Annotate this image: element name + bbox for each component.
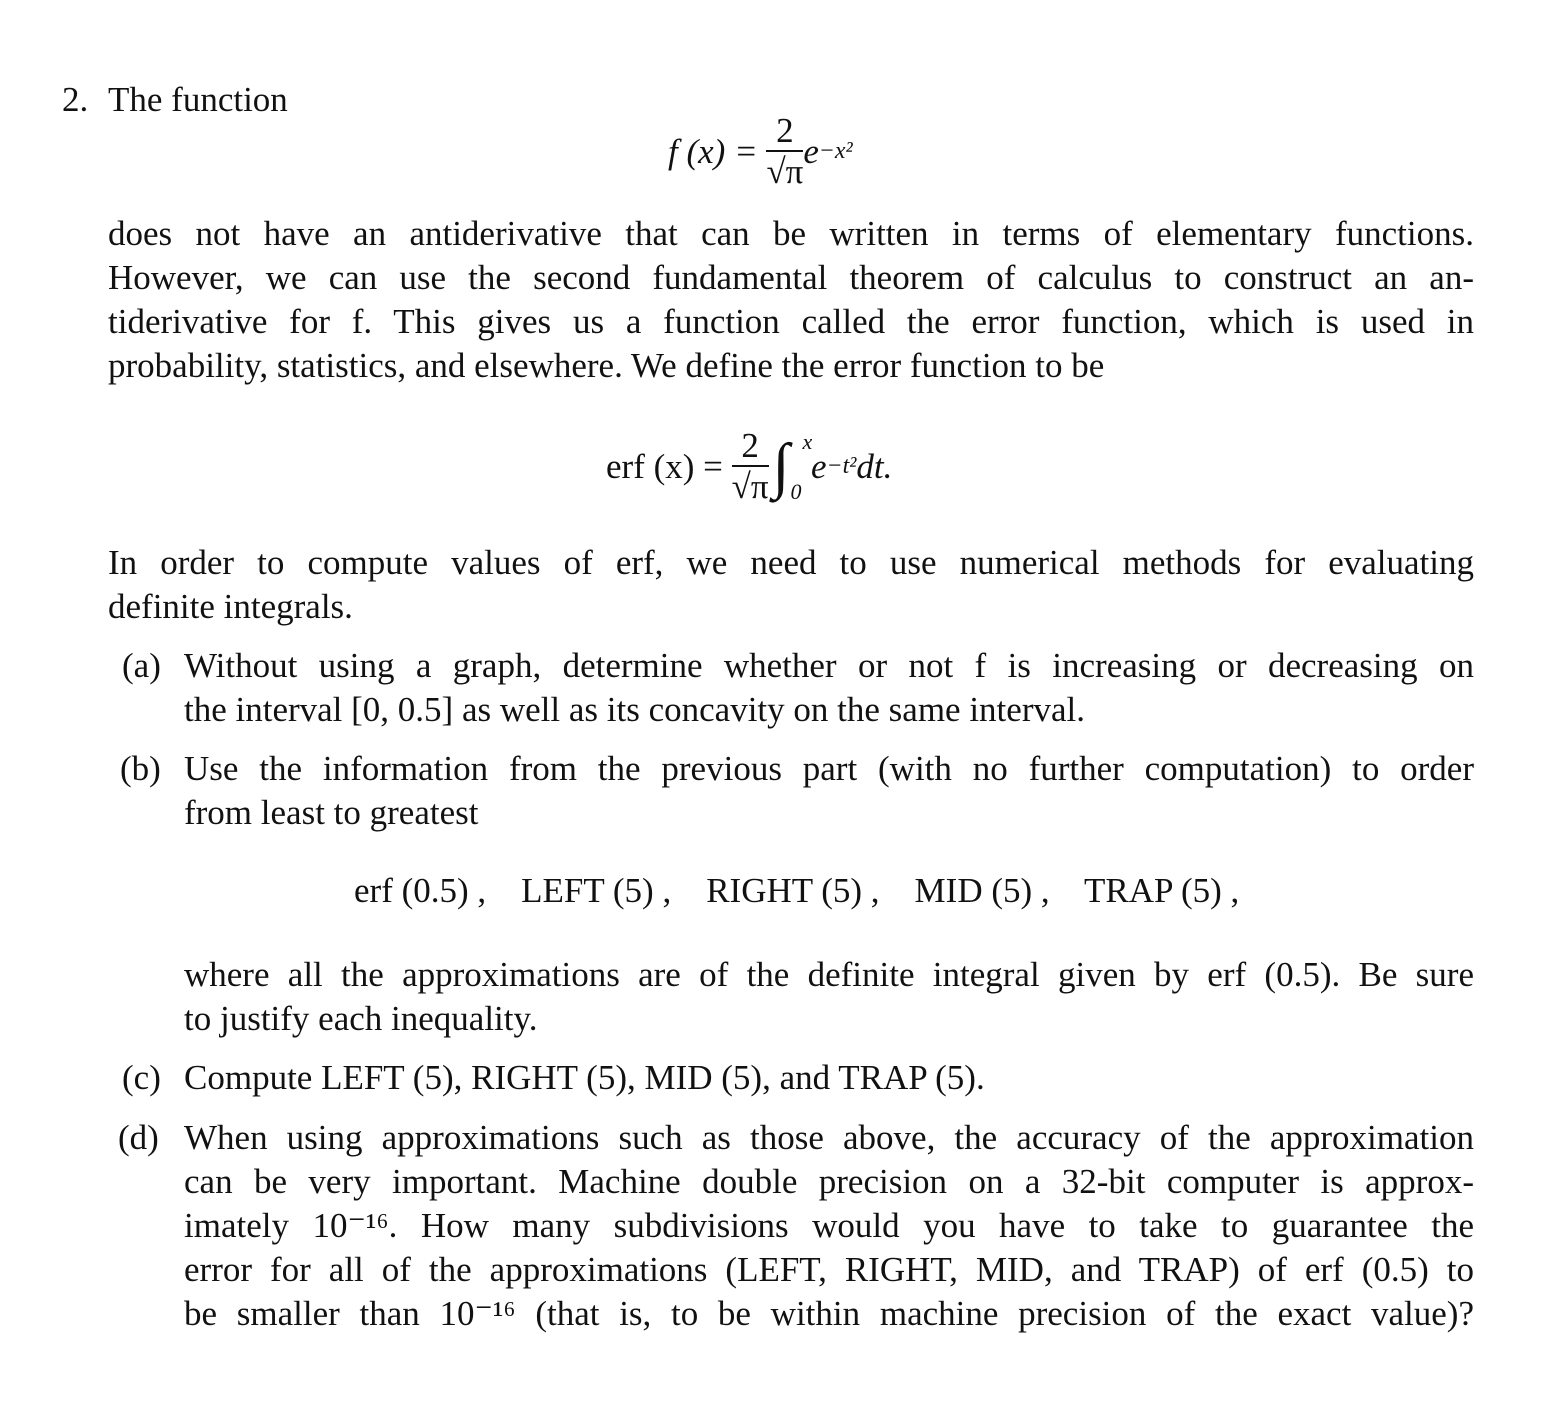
- equation-f: f (x) = $\frac{2}{√\pi}$ e −x²: [668, 111, 853, 191]
- problem-number: 2.: [62, 80, 89, 119]
- sqrt-sign: √: [766, 152, 786, 191]
- part-b-after1: where all the approximations are of the definite integral given by erf (0.5). Be sure: [184, 955, 1474, 994]
- part-d-line2: can be very important. Machine double precision on a 32-bit computer is approx-: [184, 1162, 1474, 1201]
- part-a-line1: Without using a graph, determine whether or not f is increasing or decreasing on: [184, 646, 1474, 685]
- equation-erf: erf (x) = $\frac{2}{√\pi}$ ∫ x 0 e −t² dt.: [606, 426, 893, 506]
- para1-line1: does not have an antiderivative that can be written in terms of elementary functions.: [108, 214, 1474, 253]
- eq2-fraction: $\frac{2}{√\pi}$: [731, 426, 769, 506]
- eq1-lhs: f (x) =: [668, 131, 758, 171]
- part-a-label: (a): [122, 646, 161, 685]
- part-d-line5: be smaller than 10⁻¹⁶ (that is, to be within machine precision of the exact value)?: [184, 1294, 1474, 1333]
- sqrt-sign: √: [731, 467, 751, 506]
- eq1-fraction: $\frac{2}{√\pi}$: [766, 111, 804, 191]
- part-b-display: erf (0.5) , LEFT (5) , RIGHT (5) , MID (5) , TRAP (5) ,: [354, 871, 1240, 910]
- part-b-line1: Use the information from the previous part (with no further computation) to order: [184, 749, 1474, 788]
- part-c-label: (c): [122, 1058, 161, 1097]
- part-d-line4: error for all of the approximations (LEFT, RIGHT, MID, and TRAP) of erf (0.5) to: [184, 1250, 1474, 1289]
- para2-line1: In order to compute values of erf, we need to use numerical methods for evaluating: [108, 543, 1474, 582]
- part-b-label: (b): [120, 749, 161, 788]
- para2-line2: definite integrals.: [108, 587, 353, 626]
- part-b-line2: from least to greatest: [184, 793, 479, 832]
- para1-line2: However, we can use the second fundamental theorem of calculus to construct an an-: [108, 258, 1474, 297]
- part-d-line1: When using approximations such as those above, the accuracy of the approximation: [184, 1118, 1474, 1157]
- part-c-line1: Compute LEFT (5), RIGHT (5), MID (5), and TRAP (5).: [184, 1058, 985, 1097]
- part-a-line2: the interval [0, 0.5] as well as its concavity on the same interval.: [184, 690, 1085, 729]
- problem-intro: The function: [108, 80, 288, 119]
- integral-sign: ∫ x 0: [772, 429, 813, 504]
- part-d-line3: imately 10⁻¹⁶. How many subdivisions would you have to take to guarantee the: [184, 1206, 1474, 1245]
- para1-line3: tiderivative for f. This gives us a function called the error function, which is used in: [108, 302, 1474, 341]
- eq2-lhs: erf (x) =: [606, 446, 723, 486]
- part-d-label: (d): [118, 1118, 159, 1157]
- part-b-after2: to justify each inequality.: [184, 999, 538, 1038]
- para1-line4: probability, statistics, and elsewhere. We define the error function to be: [108, 346, 1105, 385]
